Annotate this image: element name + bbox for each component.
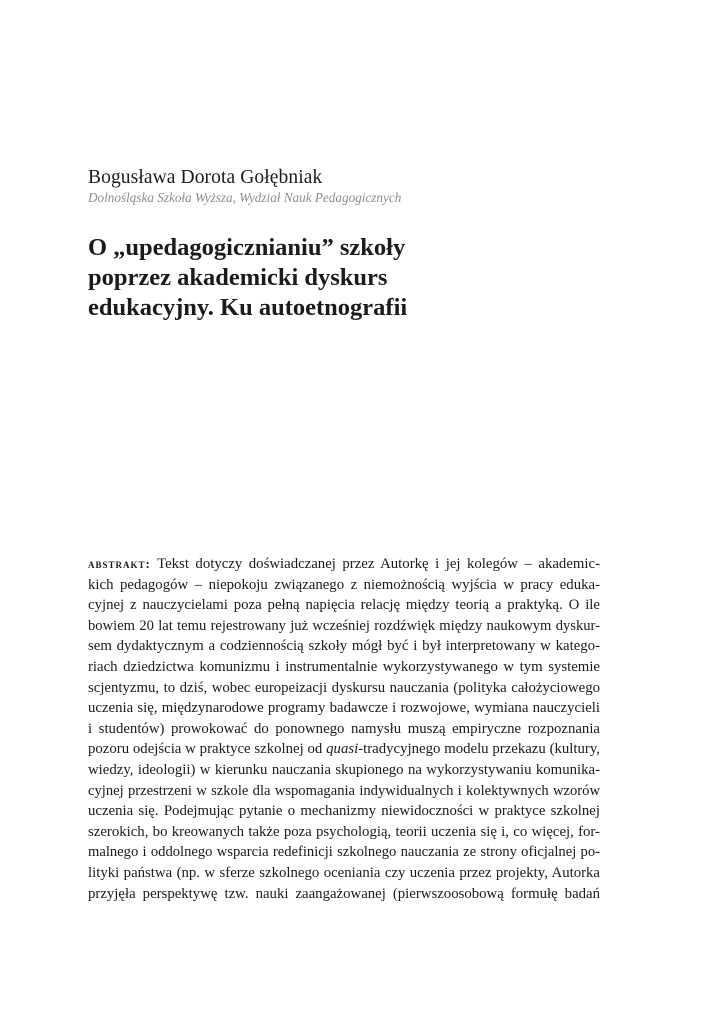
title-line: O „upedagogicznianiu” szkoły xyxy=(88,234,406,261)
abstract-line: riach dziedzictwa komunizmu i instrumentalnie wykorzystywanego w tym systemie xyxy=(88,658,600,675)
abstract-line: lityki państwa (np. w sferze szkolnego oceniania czy uczenia przez projekty, Autorka xyxy=(88,864,600,881)
abstract-line: cyjnej z nauczycielami poza pełną napięcia relację między teorią a praktyką. O ile xyxy=(88,597,600,614)
abstract-line: malnego i oddolnego wsparcia redefinicji szkolnego nauczania ze strony oficjalnej po- xyxy=(88,844,600,861)
abstract-line: szerokich, bo kreowanych także poza psychologią, teorii uczenia się i, co więcej, for- xyxy=(88,823,600,840)
abstract-line: i studentów) prowokować do ponownego namysłu muszą empiryczne rozpoznania xyxy=(88,720,600,737)
abstract-text: Tekst dotyczy doświadczanej przez Autorkę i jej kolegów – akademic- xyxy=(150,556,600,572)
abstract-text: pozoru odejścia w praktyce szkolnej od xyxy=(88,741,327,758)
abstract-italic-term: quasi xyxy=(326,741,359,758)
abstract-line: cyjnej przestrzeni w szkole dla wspomagania indywidualnych i kolektywnych wzorów xyxy=(88,782,600,799)
abstract-line: scjentyzmu, to dziś, wobec europeizacji dyskursu nauczania (polityka całożyciowego xyxy=(88,679,600,696)
abstract-line: sem dydaktycznym a codziennością szkoły mógł być i był interpretowany w katego- xyxy=(88,638,600,655)
abstract-line: kich pedagogów – niepokoju związanego z niemożnością wyjścia w pracy eduka- xyxy=(88,576,600,593)
title-line: poprzez akademicki dyskurs xyxy=(88,264,388,291)
abstract-line: wiedzy, ideologii) w kierunku nauczania skupionego na wykorzystywaniu komunika- xyxy=(88,761,600,778)
abstract-label: abstrakt: xyxy=(88,556,151,571)
abstract-line: bowiem 20 lat temu rejestrowany już wcześniej rozdźwięk między naukowym dyskur- xyxy=(88,617,600,634)
author-name: Bogusława Dorota Gołębniak xyxy=(88,167,323,188)
abstract-line: uczenia się, międzynarodowe programy badawcze i rozwojowe, wymiana nauczycieli xyxy=(88,700,600,717)
abstract-line: przyjęła perspektywę tzw. nauki zaangażowanej (pierwszoosobową formułę badań xyxy=(88,885,600,902)
title-line: edukacyjny. Ku autoetnografii xyxy=(88,294,408,321)
abstract-line xyxy=(88,554,600,575)
abstract-line: uczenia się. Podejmując pytanie o mechanizmy niewidoczności w praktyce szkolnej xyxy=(88,803,600,820)
abstract xyxy=(88,554,600,904)
article-title xyxy=(88,233,508,323)
abstract-line xyxy=(88,739,600,760)
abstract-text: -tradycyjnego modelu przekazu (kultury, xyxy=(358,741,600,758)
author-affiliation: Dolnośląska Szkoła Wyższa, Wydział Nauk Pedagogicznych xyxy=(88,190,402,205)
